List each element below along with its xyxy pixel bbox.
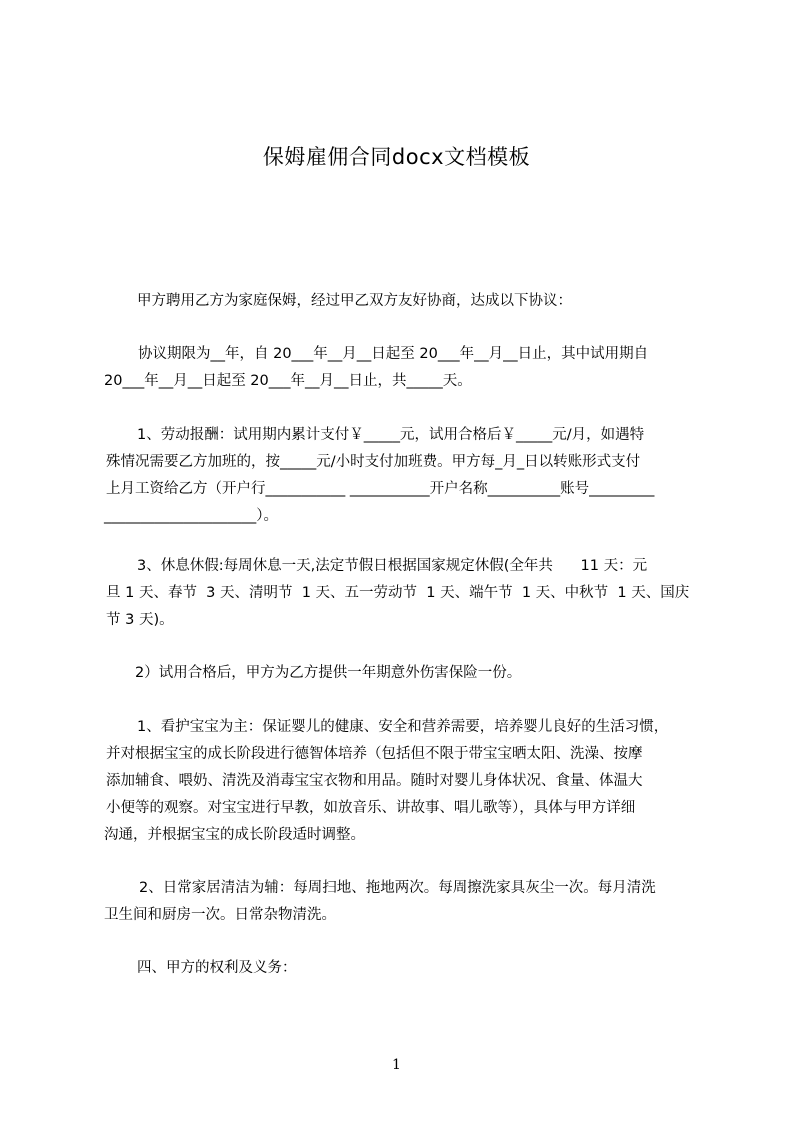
pay-line-4: _____________________）。 [104,508,278,524]
pay-line-2: 殊情况需要乙方加班的，按_____元/小时支付加班费。甲方每_月_日以转账形式支付 [106,454,641,470]
rest-line-2: 旦 1 天、春节 3 天、清明节 1 天、五一劳动节 1 天、端午节 1 天、中秋节 1 天、国庆 [106,585,690,601]
pay-line-3: 上月工资给乙方（开户行___________ ___________开户名称__________账号_________ [106,481,655,497]
rest-line-1: 3、休息休假:每周休息一天,法定节假日根据国家规定休假(全年共 11 天：元 [137,558,648,574]
baby-care-line-4: 小便等的观察。对宝宝进行早教，如放音乐、讲故事、唱儿歌等），具体与甲方详细 [106,800,636,816]
cleaning-line-2: 卫生间和厨房一次。日常杂物清洗。 [104,907,336,923]
document-title: 保姆雇佣合同docx文档模板 [262,145,531,169]
page-number: 1 [392,1057,401,1073]
baby-care-line-2: 并对根据宝宝的成长阶段进行德智体培养（包括但不限于带宝宝晒太阳、洗澡、按摩 [106,746,643,762]
baby-care-line-5: 沟通，并根据宝宝的成长阶段适时调整。 [104,827,365,843]
pay-line-1: 1、劳动报酬：试用期内累计支付￥_____元，试用合格后￥_____元/月，如遇特 [137,427,645,443]
baby-care-line-1: 1、看护宝宝为主：保证婴儿的健康、安全和营养需要，培养婴儿良好的生活习惯， [137,719,669,735]
cleaning-line-1: 2、日常家居清洁为辅：每周扫地、拖地两次。每周擦洗家具灰尘一次。每月清洗 [139,880,656,896]
baby-care-line-3: 添加辅食、喂奶、清洗及消毒宝宝衣物和用品。随时对婴儿身体状况、食量、体温大 [106,773,643,789]
term-line-2: 20___年__月__日起至 20___年__月__日止，共_____天。 [104,373,472,389]
intro-paragraph: 甲方聘用乙方为家庭保姆，经过甲乙双方友好协商，达成以下协议： [137,293,572,309]
rest-line-3: 节 3 天)。 [106,612,174,628]
term-line-1: 协议期限为__年，自 20___年__月__日起至 20___年__月__日止，其中试用期自 [138,346,649,362]
section-four-heading: 四、甲方的权利及义务： [137,960,297,976]
insurance-paragraph: 2）试用合格后，甲方为乙方提供一年期意外伤害保险一份。 [135,665,522,681]
